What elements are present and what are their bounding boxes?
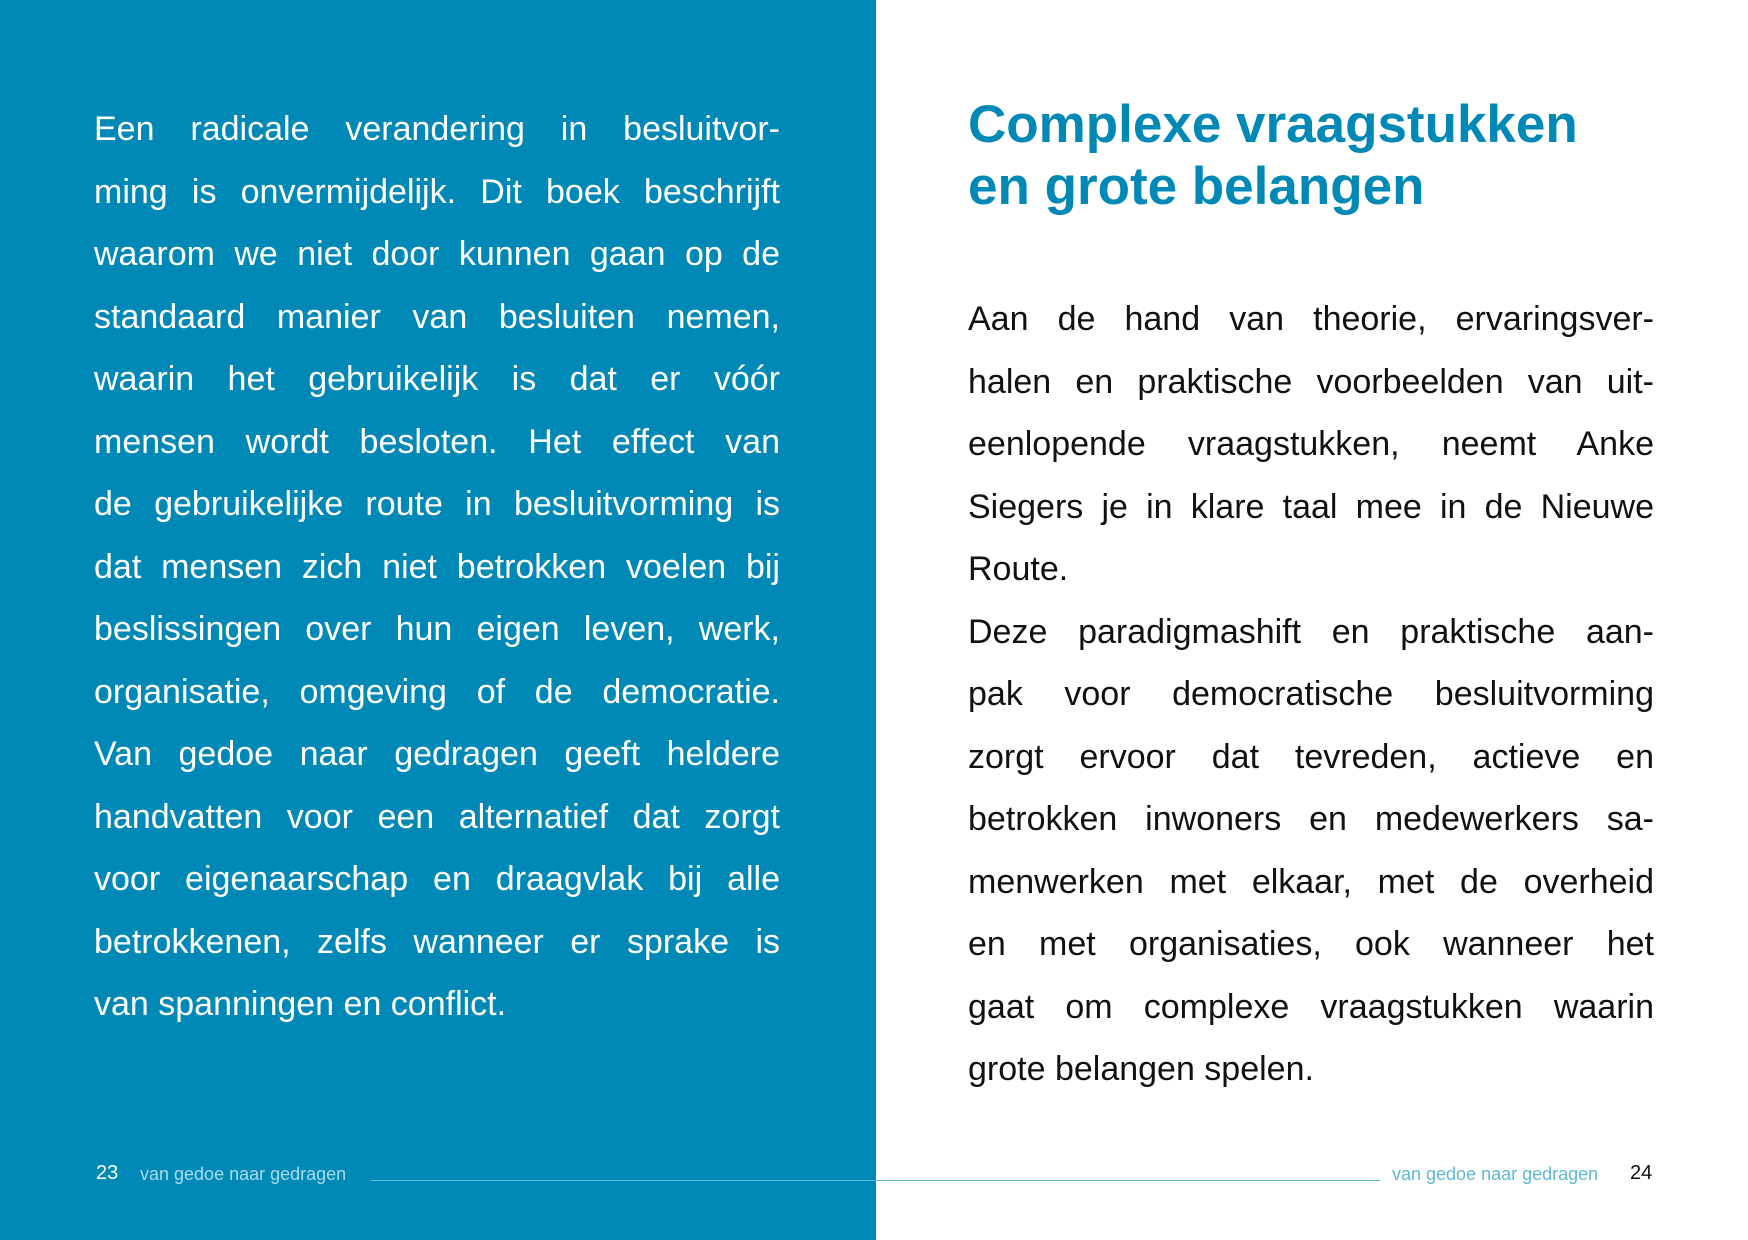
left-body-line: dat mensen zich niet betrokken voelen bij: [94, 547, 780, 586]
left-body-line: de gebruikelijke route in besluitvorming is: [94, 485, 780, 523]
left-body-line: standaard manier van besluiten nemen,: [94, 297, 780, 336]
left-body-line: waarom we niet door kunnen gaan op de: [94, 235, 780, 273]
running-title-right: van gedoe naar gedragen: [1392, 1164, 1599, 1184]
right-body-line: gaat om complexe vraagstukken waarin: [968, 987, 1654, 1026]
right-body-line: grote belangen spelen.: [968, 1050, 1314, 1088]
page-number-left: 23: [96, 1162, 119, 1184]
right-body-line: eenlopende vraagstukken, neemt Anke: [968, 425, 1654, 463]
left-body-line: Een radicale verandering in besluitvor-: [94, 110, 780, 148]
footer-rule: [370, 1180, 1380, 1181]
right-body-line: menwerken met elkaar, met de overheid: [968, 862, 1654, 901]
left-body-line: waarin het gebruikelijk is dat er vóór: [94, 360, 780, 398]
title-line: Complexe vraagstukken: [968, 95, 1578, 154]
page-title: [968, 94, 1688, 218]
right-body-line: Aan de hand van theorie, ervaringsver-: [968, 300, 1654, 338]
left-body-line: ming is onvermijdelijk. Dit boek beschrijft: [94, 172, 780, 211]
running-title-left: van gedoe naar gedragen: [140, 1164, 347, 1184]
left-body-line: van spanningen en conflict.: [94, 985, 507, 1023]
page-number-right: 24: [1630, 1162, 1653, 1184]
right-body-text: [968, 288, 1654, 1101]
right-body-line: en met organisaties, ook wanneer het: [968, 925, 1654, 963]
right-body-line: Deze paradigmashift en praktische aan-: [968, 612, 1654, 651]
left-body-line: voor eigenaarschap en draagvlak bij alle: [94, 860, 780, 898]
title-line: en grote belangen: [968, 157, 1425, 216]
right-body-line: pak voor democratische besluitvorming: [968, 675, 1654, 713]
right-body-line: halen en praktische voorbeelden van uit-: [968, 362, 1654, 401]
left-body-text: [94, 98, 780, 1036]
right-body-line: Route.: [968, 550, 1069, 588]
left-body-line: Van gedoe naar gedragen geeft heldere: [94, 735, 780, 773]
left-body-line: handvatten voor een alternatief dat zorgt: [94, 797, 780, 836]
right-body-line: Siegers je in klare taal mee in de Nieuwe: [968, 487, 1654, 526]
right-body-line: betrokken inwoners en medewerkers sa-: [968, 800, 1654, 838]
left-body-line: beslissingen over hun eigen leven, werk,: [94, 610, 780, 648]
right-body-line: zorgt ervoor dat tevreden, actieve en: [968, 737, 1654, 776]
left-body-line: mensen wordt besloten. Het effect van: [94, 422, 780, 461]
left-body-line: betrokkenen, zelfs wanneer er sprake is: [94, 922, 780, 961]
left-body-line: organisatie, omgeving of de democratie.: [94, 672, 780, 711]
